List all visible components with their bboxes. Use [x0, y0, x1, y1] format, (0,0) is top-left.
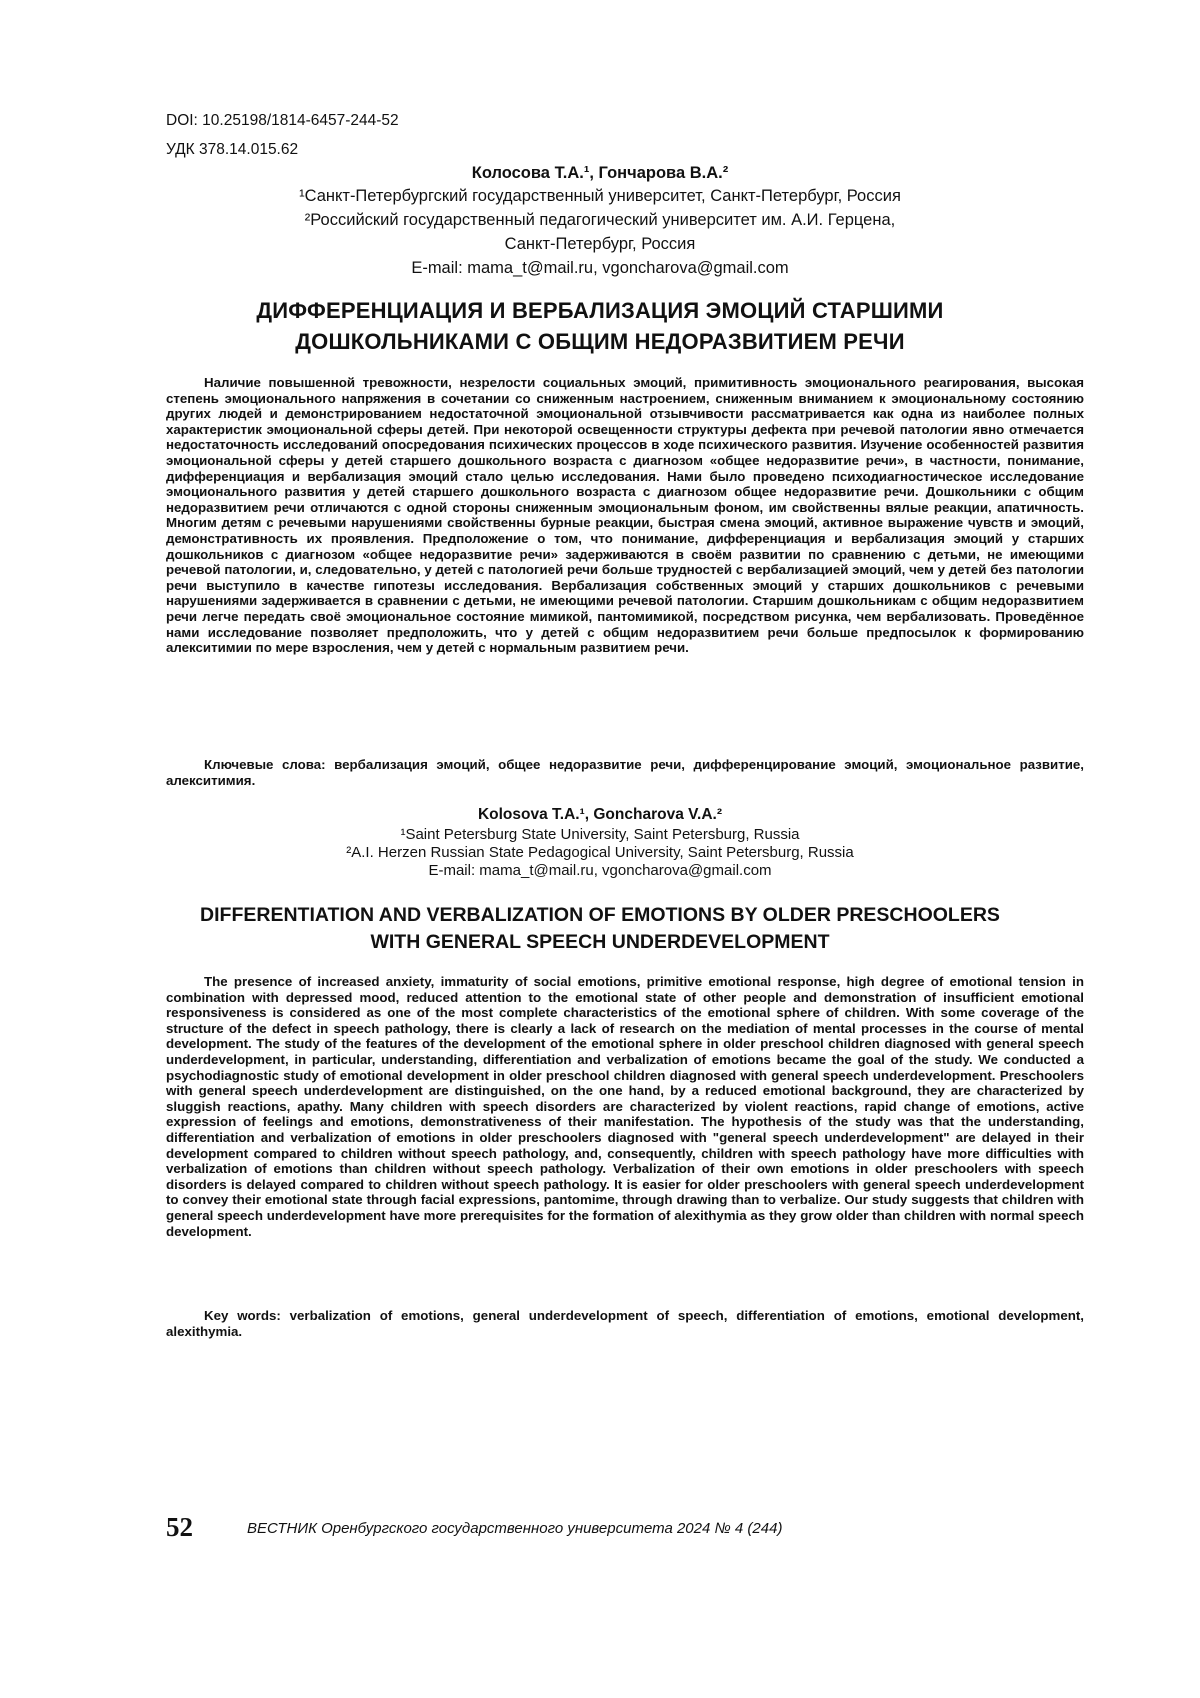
affiliation-ru-1: ¹Санкт-Петербургский государственный университет, Санкт-Петербург, Россия: [299, 187, 901, 205]
title-ru: [150, 295, 1050, 357]
affiliation-ru-3: Санкт-Петербург, Россия: [504, 235, 696, 253]
keywords-en: Key words: verbalization of emotions, general underdevelopment of speech, differentiation of emotions, emotional development, alexithymia.: [166, 1308, 1084, 1339]
abstract-ru: Наличие повышенной тревожности, незрелости социальных эмоций, примитивность эмоционального реагирования, высокая степень эмоционального напряжения в сочетании со сниженным настроением, сниженным вниманием к эмоциональному состоянию других людей и демонстрированием недостаточной эмоциональной отзывчивости рассматривается как одна из наиболее полных характеристик эмоциональной сферы детей. При некоторой освещенности структуры дефекта при речевой патологии явно отмечается недостаточность исследований опосредования психических процессов в ходе психического развития. Изучение особенностей развития эмоциональной сферы у детей старшего дошкольного возраста с диагнозом «общее недоразвитие речи», в частности, понимание, дифференциация и вербализация эмоций стало целью исследования. Нами было проведено психодиагностическое исследование эмоционального развития у детей старшего дошкольного возраста с диагнозом общее недоразвитие речи. Дошкольники с общим недоразвитием речи отличаются с одной стороны сниженным эмоциональным фоном, им свойственны вялые реакции, апатичность. Многим детям с речевыми нарушениями свойственны бурные реакции, быстрая смена эмоций, активное выражение чувств и эмоций, демонстративность их проявления. Предположение о том, что понимание, дифференциация и вербализация эмоций у старших дошкольников с диагнозом «общее недоразвитие речи» задерживаются в своём развитии по сравнению с детьми, не имеющими речевой патологии, и, следовательно, у детей с патологией речи больше трудностей с вербализацией эмоций, чем у детей без патологии речи выступило в качестве гипотезы исследования. Вербализация собственных эмоций у старших дошкольников с речевыми нарушениями задерживается в сравнении с детьми, не имеющими речевой патологии. Старшим дошкольникам с общим недоразвитием речи легче передать своё эмоциональное состояние мимикой, пантомимикой, посредством рисунка, чем вербализовать. Проведённое нами исследование позволяет предположить, что у детей с общим недоразвитием речи больше предпосылок к формированию алекситимии по мере взросления, чем у детей с нормальным развитием речи.: [166, 375, 1084, 656]
keywords-ru: Ключевые слова: вербализация эмоций, общее недоразвитие речи, дифференцирование эмоций, эмоциональное развитие, алекситимия.: [166, 757, 1084, 788]
authors-en: Kolosova T.A.¹, Goncharova V.A.²: [477, 806, 723, 823]
page-number: 52: [166, 1512, 193, 1542]
udk-line: УДК 378.14.015.62: [166, 141, 299, 158]
title-ru-line-1: ДИФФЕРЕНЦИАЦИЯ И ВЕРБАЛИЗАЦИЯ ЭМОЦИЙ СТАРШИМИ: [256, 298, 944, 323]
affiliation-ru-2: ²Российский государственный педагогический университет им. А.И. Герцена,: [304, 211, 896, 229]
title-en: [120, 902, 1080, 956]
abstract-en: The presence of increased anxiety, immaturity of social emotions, primitive emotional response, high degree of emotional tension in combination with depressed mood, reduced attention to the emotional state of other people and demonstration of insufficient emotional responsiveness is considered as one of the most complete characteristics of the emotional sphere of children. With some coverage of the structure of the defect in speech pathology, there is clearly a lack of research on the mediation of mental processes in the course of mental development. The study of the features of the development of the emotional sphere in older preschool children diagnosed with general speech underdevelopment, in particular, understanding, differentiation and verbalization of emotions became the goal of the study. We conducted a psychodiagnostic study of emotional development in older preschool children diagnosed with general speech underdevelopment. Preschoolers with general speech underdevelopment are distinguished, on the one hand, by a reduced emotional background, they are characterized by sluggish reactions, apathy. Many children with speech disorders are characterized by violent reactions, rapid change of emotions, active expression of feelings and emotions, demonstrativeness of their manifestation. The hypothesis of the study was that the understanding, differentiation and verbalization of emotions in older preschoolers diagnosed with "general speech underdevelopment" are delayed in their development compared to children without speech pathology, and, consequently, children with speech pathology have more difficulties with verbalization of emotions than children without speech pathology. Verbalization of their own emotions in older preschoolers with speech disorders is delayed compared to children without speech pathology. It is easier for older preschoolers with general speech underdevelopment to convey their emotional state through facial expressions, pantomime, through drawing than to verbalize. Our study suggests that children with general speech underdevelopment have more prerequisites for the formation of alexithymia as they grow older than children with normal speech development.: [166, 974, 1084, 1239]
authors-ru: Колосова Т.А.¹, Гончарова В.А.²: [471, 164, 729, 182]
title-en-line-2: WITH GENERAL SPEECH UNDERDEVELOPMENT: [370, 931, 830, 953]
title-en-line-1: DIFFERENTIATION AND VERBALIZATION OF EMOTIONS BY OLDER PRESCHOOLERS: [200, 904, 1000, 926]
email-ru: E-mail: mama_t@mail.ru, vgoncharova@gmail.com: [411, 259, 789, 277]
doi-line: DOI: 10.25198/1814-6457-244-52: [166, 112, 399, 129]
journal-footer: ВЕСТНИК Оренбургского государственного университета 2024 № 4 (244): [247, 1520, 783, 1537]
title-ru-line-2: ДОШКОЛЬНИКАМИ С ОБЩИМ НЕДОРАЗВИТИЕМ РЕЧИ: [295, 329, 905, 354]
email-en: E-mail: mama_t@mail.ru, vgoncharova@gmail.com: [428, 862, 772, 879]
affiliations-en: [150, 826, 1050, 880]
affiliation-en-2: ²A.I. Herzen Russian State Pedagogical University, Saint Petersburg, Russia: [346, 844, 854, 861]
affiliation-en-1: ¹Saint Petersburg State University, Saint Petersburg, Russia: [400, 826, 800, 843]
affiliations-ru: [150, 184, 1050, 280]
